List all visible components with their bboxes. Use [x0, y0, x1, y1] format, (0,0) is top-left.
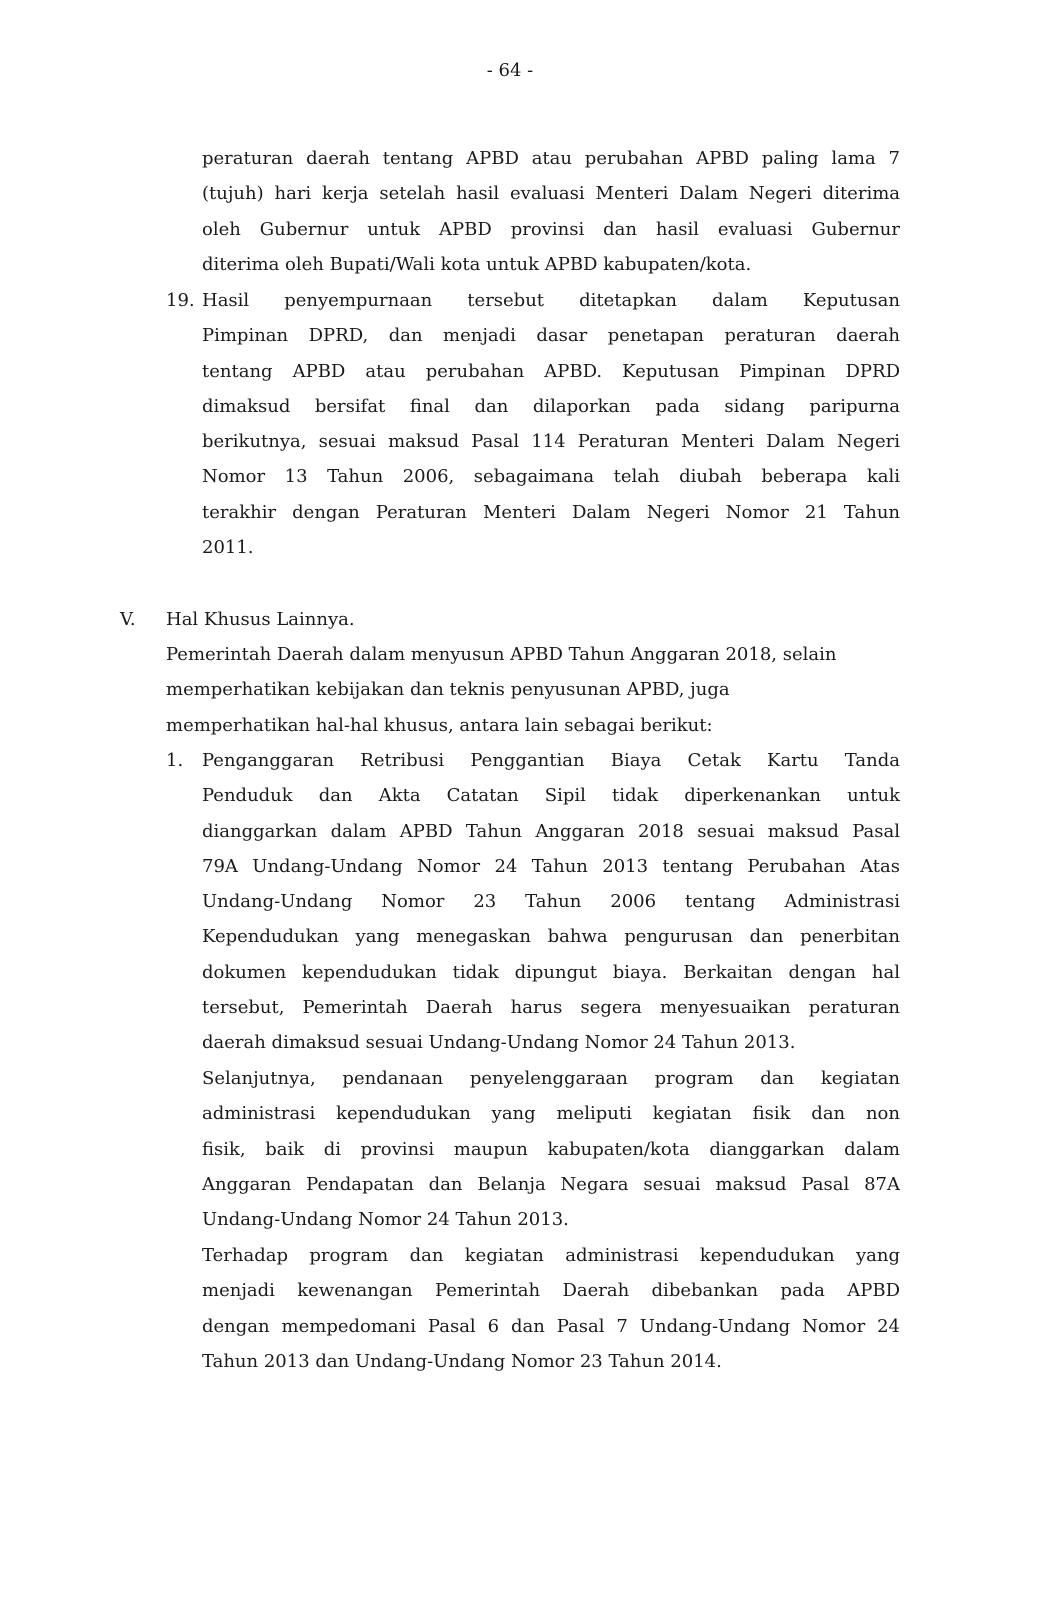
text-line: Pemerintah Daerah dalam menyusun APBD Tahun Anggaran 2018, selain: [166, 644, 837, 665]
text-line: dianggarkan dalam APBD Tahun Anggaran 2018 sesuai maksud Pasal: [202, 820, 900, 842]
text-line: Pimpinan DPRD, dan menjadi dasar penetapan peraturan daerah: [202, 325, 900, 347]
text-line: menjadi kewenangan Pemerintah Daerah dibebankan pada APBD: [202, 1280, 900, 1302]
text-line: Tahun 2013 dan Undang-Undang Nomor 23 Tahun 2014.: [202, 1350, 722, 1372]
text-line: tentang APBD atau perubahan APBD. Keputusan Pimpinan DPRD: [202, 360, 900, 382]
section-v-number: V.: [120, 609, 136, 630]
continuation-paragraph: [202, 141, 900, 282]
text-line: Nomor 13 Tahun 2006, sebagaimana telah diubah beberapa kali: [202, 466, 900, 488]
text-line: memperhatikan hal-hal khusus, antara lain sebagai berikut:: [166, 714, 713, 736]
text-line: 79A Undang-Undang Nomor 24 Tahun 2013 tentang Perubahan Atas: [202, 855, 900, 877]
text-line: Undang-Undang Nomor 24 Tahun 2013.: [202, 1209, 569, 1231]
text-line: daerah dimaksud sesuai Undang-Undang Nomor 24 Tahun 2013.: [202, 1032, 796, 1054]
text-line: Anggaran Pendapatan dan Belanja Negara sesuai maksud Pasal 87A: [202, 1173, 900, 1195]
text-line: Selanjutnya, pendanaan penyelenggaraan program dan kegiatan: [202, 1068, 900, 1089]
section-v-intro: [166, 637, 906, 743]
text-line: Kependudukan yang menegaskan bahwa pengurusan dan penerbitan: [202, 926, 900, 948]
text-line: (tujuh) hari kerja setelah hasil evaluasi Menteri Dalam Negeri diterima: [202, 183, 900, 205]
item-1-paragraph-3: [202, 1238, 900, 1379]
text-line: administrasi kependudukan yang meliputi kegiatan fisik dan non: [202, 1103, 900, 1125]
section-v-title: Hal Khusus Lainnya.: [166, 609, 355, 630]
text-line: Undang-Undang Nomor 23 Tahun 2006 tentang Administrasi: [202, 891, 900, 913]
text-line: dengan mempedomani Pasal 6 dan Pasal 7 Undang-Undang Nomor 24: [202, 1315, 900, 1337]
text-line: Penganggaran Retribusi Penggantian Biaya Cetak Kartu Tanda: [202, 750, 900, 771]
text-line: Penduduk dan Akta Catatan Sipil tidak diperkenankan untuk: [202, 785, 900, 807]
text-line: Hasil penyempurnaan tersebut ditetapkan dalam Keputusan: [202, 290, 900, 311]
text-line: oleh Gubernur untuk APBD provinsi dan hasil evaluasi Gubernur: [202, 218, 900, 240]
text-line: memperhatikan kebijakan dan teknis penyusunan APBD, juga: [166, 679, 730, 701]
item-19-number: 19.: [166, 290, 195, 311]
item-1-paragraph-2: [202, 1061, 900, 1237]
text-line: Terhadap program dan kegiatan administrasi kependudukan yang: [202, 1245, 900, 1266]
item-19-paragraph: [202, 283, 900, 565]
text-line: 2011.: [202, 537, 254, 559]
text-line: diterima oleh Bupati/Wali kota untuk APBD kabupaten/kota.: [202, 253, 752, 275]
page-number: - 64 -: [486, 60, 534, 81]
text-line: peraturan daerah tentang APBD atau perubahan APBD paling lama 7: [202, 148, 900, 169]
item-1-number: 1.: [166, 750, 184, 771]
text-line: berikutnya, sesuai maksud Pasal 114 Peraturan Menteri Dalam Negeri: [202, 431, 900, 453]
text-line: tersebut, Pemerintah Daerah harus segera menyesuaikan peraturan: [202, 997, 900, 1019]
item-1-paragraph-1: [202, 743, 900, 1061]
text-line: fisik, baik di provinsi maupun kabupaten/kota dianggarkan dalam: [202, 1138, 900, 1160]
text-line: terakhir dengan Peraturan Menteri Dalam Negeri Nomor 21 Tahun: [202, 501, 900, 523]
text-line: dimaksud bersifat final dan dilaporkan pada sidang paripurna: [202, 395, 900, 417]
text-line: dokumen kependudukan tidak dipungut biaya. Berkaitan dengan hal: [202, 961, 900, 983]
